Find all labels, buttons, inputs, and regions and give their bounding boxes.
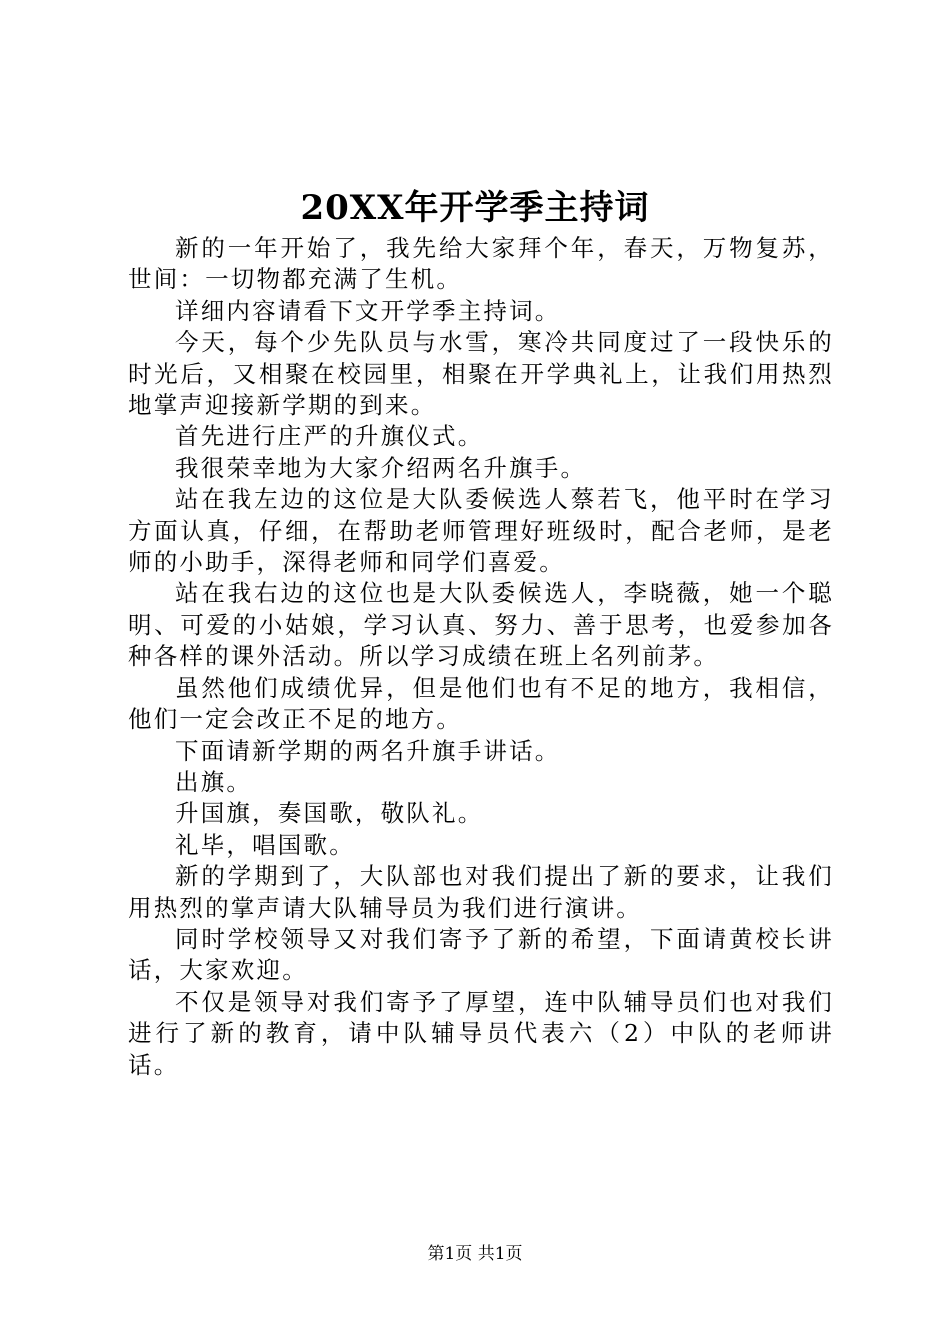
page-footer: 第1页 共1页 [427, 1244, 523, 1264]
paragraph: 升国旗，奏国歌，敬队礼。 [175, 799, 484, 828]
paragraph: 虽然他们成绩优异，但是他们也有不足的地方，我相信，他们一定会改正不足的地方。 [128, 673, 834, 734]
paragraph: 首先进行庄严的升旗仪式。 [175, 422, 484, 451]
paragraph: 我很荣幸地为大家介绍两名升旗手。 [175, 453, 587, 482]
paragraph: 今天，每个少先队员与水雪，寒冷共同度过了一段快乐的时光后，又相聚在校园里，相聚在开学典礼上，让我们用热烈地掌声迎接新学期的到来。 [128, 328, 834, 420]
paragraph: 同时学校领导又对我们寄予了新的希望，下面请黄校长讲话，大家欢迎。 [128, 924, 834, 985]
paragraph: 站在我右边的这位也是大队委候选人，李晓薇，她一个聪明、可爱的小姑娘，学习认真、努力、善于思考，也爱参加各种各样的课外活动。所以学习成绩在班上名列前茅。 [128, 579, 834, 671]
paragraph: 不仅是领导对我们寄予了厚望，连中队辅导员们也对我们进行了新的教育，请中队辅导员代表六（2）中队的老师讲话。 [128, 987, 834, 1079]
paragraph: 站在我左边的这位是大队委候选人蔡若飞，他平时在学习方面认真，仔细，在帮助老师管理好班级时，配合老师，是老师的小助手，深得老师和同学们喜爱。 [128, 485, 834, 577]
paragraph: 礼毕，唱国歌。 [175, 830, 355, 859]
paragraph: 出旗。 [175, 767, 253, 796]
paragraph: 下面请新学期的两名升旗手讲话。 [175, 736, 561, 765]
document-title: 20XX年开学季主持词 [300, 188, 650, 228]
document-body [128, 233, 834, 1081]
paragraph: 新的一年开始了，我先给大家拜个年，春天，万物复苏，世间：一切物都充满了生机。 [128, 234, 834, 294]
paragraph: 新的学期到了，大队部也对我们提出了新的要求，让我们用热烈的掌声请大队辅导员为我们进行演讲。 [128, 862, 834, 922]
paragraph: 详细内容请看下文开学季主持词。 [175, 296, 561, 325]
